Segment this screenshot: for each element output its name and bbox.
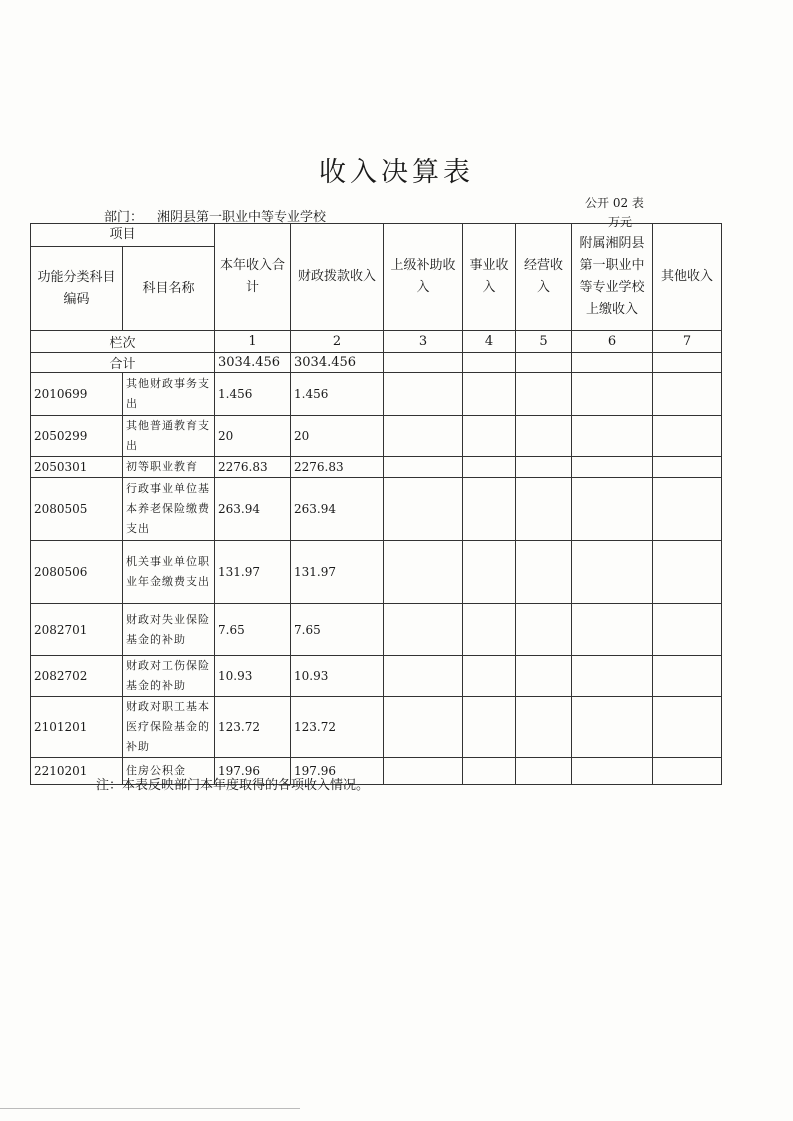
col-header-superior: 上级补助收入 (384, 224, 463, 331)
total-label: 合计 (31, 353, 215, 373)
fiscal-value: 7.65 (291, 604, 384, 656)
subject-code: 2050299 (31, 416, 123, 457)
empty-cell (463, 697, 516, 758)
income-total-value: 20 (215, 416, 291, 457)
subject-name: 财政对失业保险基金的补助 (123, 604, 215, 656)
income-total-value: 2276.83 (215, 457, 291, 478)
column-number-label: 栏次 (31, 331, 215, 353)
column-number: 3 (384, 331, 463, 353)
empty-cell (572, 373, 653, 416)
income-total-value: 7.65 (215, 604, 291, 656)
empty-cell (516, 373, 572, 416)
col-header-business: 事业收入 (463, 224, 516, 331)
column-number: 6 (572, 331, 653, 353)
income-total-value: 1.456 (215, 373, 291, 416)
table-row (31, 656, 722, 697)
department-name: 湘阴县第一职业中等专业学校 (157, 210, 327, 225)
empty-cell (653, 604, 722, 656)
subject-name: 财政对工伤保险基金的补助 (123, 656, 215, 697)
empty-cell (653, 478, 722, 541)
empty-cell (384, 373, 463, 416)
empty-cell (384, 478, 463, 541)
subject-code: 2050301 (31, 457, 123, 478)
subject-code: 2080505 (31, 478, 123, 541)
empty-cell (463, 758, 516, 785)
income-total-value: 123.72 (215, 697, 291, 758)
page-title: 收入决算表 (319, 157, 474, 188)
empty-cell (516, 478, 572, 541)
subject-name: 行政事业单位基本养老保险缴费支出 (123, 478, 215, 541)
empty-cell (572, 416, 653, 457)
subject-name: 其他财政事务支出 (123, 373, 215, 416)
func-code-header: 功能分类科目编码 (31, 247, 123, 331)
empty-cell (572, 656, 653, 697)
total-fiscal-value: 3034.456 (291, 353, 384, 373)
empty-cell (384, 457, 463, 478)
empty-cell (572, 758, 653, 785)
income-total-value: 197.96 (215, 758, 291, 785)
empty-cell (516, 697, 572, 758)
subject-code: 2082702 (31, 656, 123, 697)
empty-cell (463, 541, 516, 604)
empty-cell (516, 656, 572, 697)
col-header-operating: 经营收入 (516, 224, 572, 331)
empty-cell (384, 416, 463, 457)
empty-cell (653, 541, 722, 604)
subject-name: 机关事业单位职业年金缴费支出 (123, 541, 215, 604)
scan-edge-line (0, 1108, 300, 1109)
subject-code: 2080506 (31, 541, 123, 604)
table-row (31, 604, 722, 656)
fiscal-value: 1.456 (291, 373, 384, 416)
table-row (31, 697, 722, 758)
column-number-row (31, 331, 722, 353)
total-income-value: 3034.456 (215, 353, 291, 373)
subject-code: 2210201 (31, 758, 123, 785)
fiscal-value: 20 (291, 416, 384, 457)
empty-cell (384, 656, 463, 697)
subject-code: 2101201 (31, 697, 123, 758)
subject-name-header: 科目名称 (123, 247, 215, 331)
empty-cell (463, 457, 516, 478)
column-number: 5 (516, 331, 572, 353)
empty-cell (384, 758, 463, 785)
column-number: 4 (463, 331, 516, 353)
fiscal-value: 2276.83 (291, 457, 384, 478)
col-header-affiliate: 附属湘阴县第一职业中等专业学校上缴收入 (572, 224, 653, 331)
table-row (31, 541, 722, 604)
column-number: 7 (653, 331, 722, 353)
subject-name: 其他普通教育支出 (123, 416, 215, 457)
subject-code: 2082701 (31, 604, 123, 656)
fiscal-value: 10.93 (291, 656, 384, 697)
empty-cell (653, 416, 722, 457)
fiscal-value: 197.96 (291, 758, 384, 785)
fiscal-value: 131.97 (291, 541, 384, 604)
empty-cell (516, 457, 572, 478)
col-header-other: 其他收入 (653, 224, 722, 331)
subject-name: 住房公积金 (123, 758, 215, 785)
empty-cell (384, 604, 463, 656)
table-row (31, 457, 722, 478)
empty-cell (463, 478, 516, 541)
empty-cell (653, 373, 722, 416)
subject-name: 财政对职工基本医疗保险基金的补助 (123, 697, 215, 758)
income-total-value: 131.97 (215, 541, 291, 604)
empty-cell (463, 604, 516, 656)
empty-cell (572, 604, 653, 656)
income-total-value: 10.93 (215, 656, 291, 697)
empty-cell (463, 656, 516, 697)
empty-cell (516, 416, 572, 457)
department-label: 部门： (104, 210, 144, 225)
empty-cell (653, 697, 722, 758)
income-table (30, 223, 722, 785)
empty-cell (572, 457, 653, 478)
empty-cell (572, 697, 653, 758)
unit-label: 万元 (608, 215, 633, 229)
subject-code: 2010699 (31, 373, 123, 416)
table-row (31, 416, 722, 457)
col-header-total: 本年收入合计 (215, 224, 291, 331)
income-total-value: 263.94 (215, 478, 291, 541)
col-header-fiscal: 财政拨款收入 (291, 224, 384, 331)
form-number: 公开 02 表 (585, 196, 644, 210)
fiscal-value: 123.72 (291, 697, 384, 758)
empty-cell (572, 478, 653, 541)
empty-cell (384, 541, 463, 604)
fiscal-value: 263.94 (291, 478, 384, 541)
column-number: 2 (291, 331, 384, 353)
empty-cell (516, 758, 572, 785)
empty-cell (572, 541, 653, 604)
table-row (31, 478, 722, 541)
empty-cell (653, 457, 722, 478)
empty-cell (384, 697, 463, 758)
empty-cell (463, 373, 516, 416)
empty-cell (653, 758, 722, 785)
empty-cell (463, 416, 516, 457)
column-number: 1 (215, 331, 291, 353)
table-row (31, 373, 722, 416)
subject-name: 初等职业教育 (123, 457, 215, 478)
empty-cell (516, 541, 572, 604)
project-header: 项目 (31, 224, 215, 247)
empty-cell (516, 604, 572, 656)
empty-cell (653, 656, 722, 697)
total-row (31, 353, 722, 373)
footnote: 注：本表反映部门本年度取得的各项收入情况。 (96, 778, 370, 793)
